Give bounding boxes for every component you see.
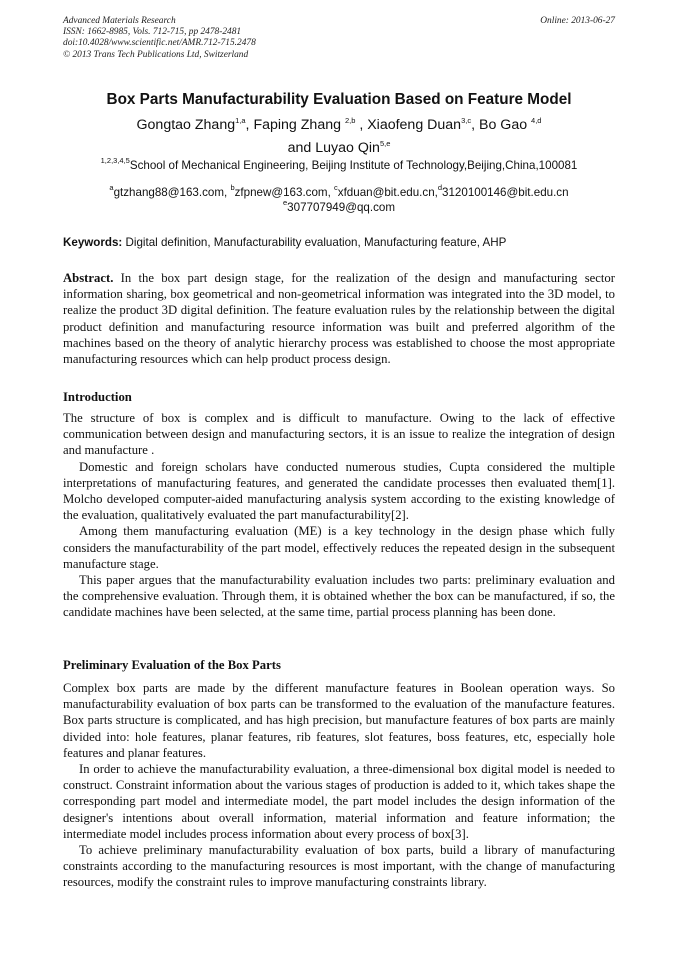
email-address[interactable]: 3120100146@bit.edu.cn bbox=[442, 186, 569, 199]
paragraph: This paper argues that the manufacturability evaluation includes two parts: preliminary evaluation and the comprehensive evaluation. Through them, it is obtained whether the box can be manufactured, if so, the candidate machines have been selected, at the same time, partial process planning has been done. bbox=[63, 573, 615, 620]
keywords bbox=[63, 236, 615, 250]
author-sup: 4,d bbox=[531, 116, 542, 125]
paragraph: Among them manufacturing evaluation (ME) is a key technology in the design phase which fully considers the manufacturability of the part model, effectively reduces the repeated design in the subsequent manufacture stage. bbox=[63, 524, 615, 571]
section-heading-introduction: Introduction bbox=[63, 390, 132, 404]
doi-line: doi:10.4028/www.scientific.net/AMR.712-715.2478 bbox=[63, 38, 256, 49]
section-heading-preliminary: Preliminary Evaluation of the Box Parts bbox=[63, 658, 281, 672]
author-name: Gongtao Zhang bbox=[136, 117, 236, 133]
abstract-label: Abstract. bbox=[63, 271, 114, 285]
paper-title: Box Parts Manufacturability Evaluation Based on Feature Model bbox=[106, 91, 572, 108]
paragraph: In order to achieve the manufacturability evaluation, a three-dimensional box digital model is needed to construct. Constraint information about the various stages of production is added to it, which takes shape the corresponding part model and intermediate model, the part model includes the design information of the designer's intentions about overall information, material information and feature information; the intermediate model includes process information about every process of box[3]. bbox=[63, 762, 615, 841]
author-sup: 2,b bbox=[344, 116, 356, 125]
abstract-text: In the box part design stage, for the realization of the design and manufacturing sector information sharing, box geometrical and non-geometrical information was integrated into the 3D model, to realize the product 3D digital definition. The feature evaluation rules by the relationship between the digital product definition and manufacturing resource information was built and preferred algorithm of the machines based on the theory of analytic hierarchy process was established to choose the most appropriate manufacturing resources which can help product process design. bbox=[63, 271, 615, 367]
author-line-1 bbox=[0, 116, 678, 134]
author-separator: , bbox=[471, 117, 479, 133]
paragraph: To achieve preliminary manufacturability evaluation of box parts, build a library of manufacturing constraints according to the manufacturing resources is most important, with the change of manufacturing resources, modify the constraint rules to improve manufacturing constraints library. bbox=[63, 843, 615, 890]
author-name: Xiaofeng Duan bbox=[367, 117, 462, 133]
email-sup: b bbox=[230, 183, 235, 192]
keywords-text: Digital definition, Manufacturability evaluation, Manufacturing feature, AHP bbox=[122, 236, 507, 249]
email-address[interactable]: gtzhang88@163.com, bbox=[113, 186, 231, 199]
author-conjunction: and bbox=[287, 140, 316, 156]
affiliation bbox=[0, 156, 678, 173]
copyright-line: © 2013 Trans Tech Publications Ltd, Switzerland bbox=[63, 49, 249, 60]
email-address[interactable]: xfduan@bit.edu.cn, bbox=[337, 186, 438, 199]
keywords-label: Keywords: bbox=[63, 236, 123, 249]
abstract bbox=[63, 270, 615, 367]
author-sup: 5,e bbox=[379, 139, 391, 148]
author-sup: 1,a bbox=[235, 116, 246, 125]
author-name: Luyao Qin bbox=[315, 140, 380, 156]
paragraph: The structure of box is complex and is difficult to manufacture. Owing to the lack of effective communication between design and manufacturing sectors, it is an issue to realize the integration of design and manufacture . bbox=[63, 411, 615, 458]
preliminary-body bbox=[63, 680, 615, 891]
email-line-2 bbox=[0, 198, 678, 215]
author-separator: , bbox=[245, 117, 254, 133]
affiliation-sup: 1,2,3,4,5 bbox=[100, 156, 130, 165]
author-separator: , bbox=[355, 117, 368, 133]
email-sup: d bbox=[437, 183, 443, 192]
paragraph: Domestic and foreign scholars have conducted numerous studies, Cupta considered the multiple interpretations of manufacturing features, and generated the candidate processes then evaluated them[1]. Molcho developed computer-aided manufacturing analysis system according to the existing knowledge of the evaluation, qualitatively evaluated the part manufacturability[2]. bbox=[63, 459, 615, 523]
author-name: Bo Gao bbox=[478, 117, 532, 133]
email-line-1 bbox=[0, 183, 678, 200]
email-sup: c bbox=[334, 183, 338, 192]
affiliation-text: School of Mechanical Engineering, Beijing Institute of Technology,Beijing,China,100081 bbox=[129, 159, 578, 172]
journal-header bbox=[63, 16, 256, 61]
email-sup: a bbox=[109, 183, 114, 192]
author-sup: 3,c bbox=[461, 116, 472, 125]
online-date: Online: 2013-06-27 bbox=[540, 16, 615, 26]
email-address[interactable]: 307707949@qq.com bbox=[287, 201, 395, 214]
author-name: Faping Zhang bbox=[253, 117, 345, 133]
email-sup: e bbox=[283, 198, 288, 207]
author-line-2 bbox=[0, 139, 678, 157]
email-address[interactable]: zfpnew@163.com, bbox=[234, 186, 335, 199]
paragraph: Complex box parts are made by the different manufacture features in Boolean operation ways. So manufacturability evaluation of box parts can be transformed to the evaluation of the manufacture features. Box parts structure is complicated, and has high precision, but manufacture features of box parts are mainly divided into: hole features, planar features, rib features, slot features, boss features, etc, especially hole features and planar features. bbox=[63, 681, 615, 760]
introduction-body bbox=[63, 410, 615, 621]
issn-line: ISSN: 1662-8985, Vols. 712-715, pp 2478-2481 bbox=[63, 27, 242, 38]
journal-name: Advanced Materials Research bbox=[63, 16, 176, 26]
